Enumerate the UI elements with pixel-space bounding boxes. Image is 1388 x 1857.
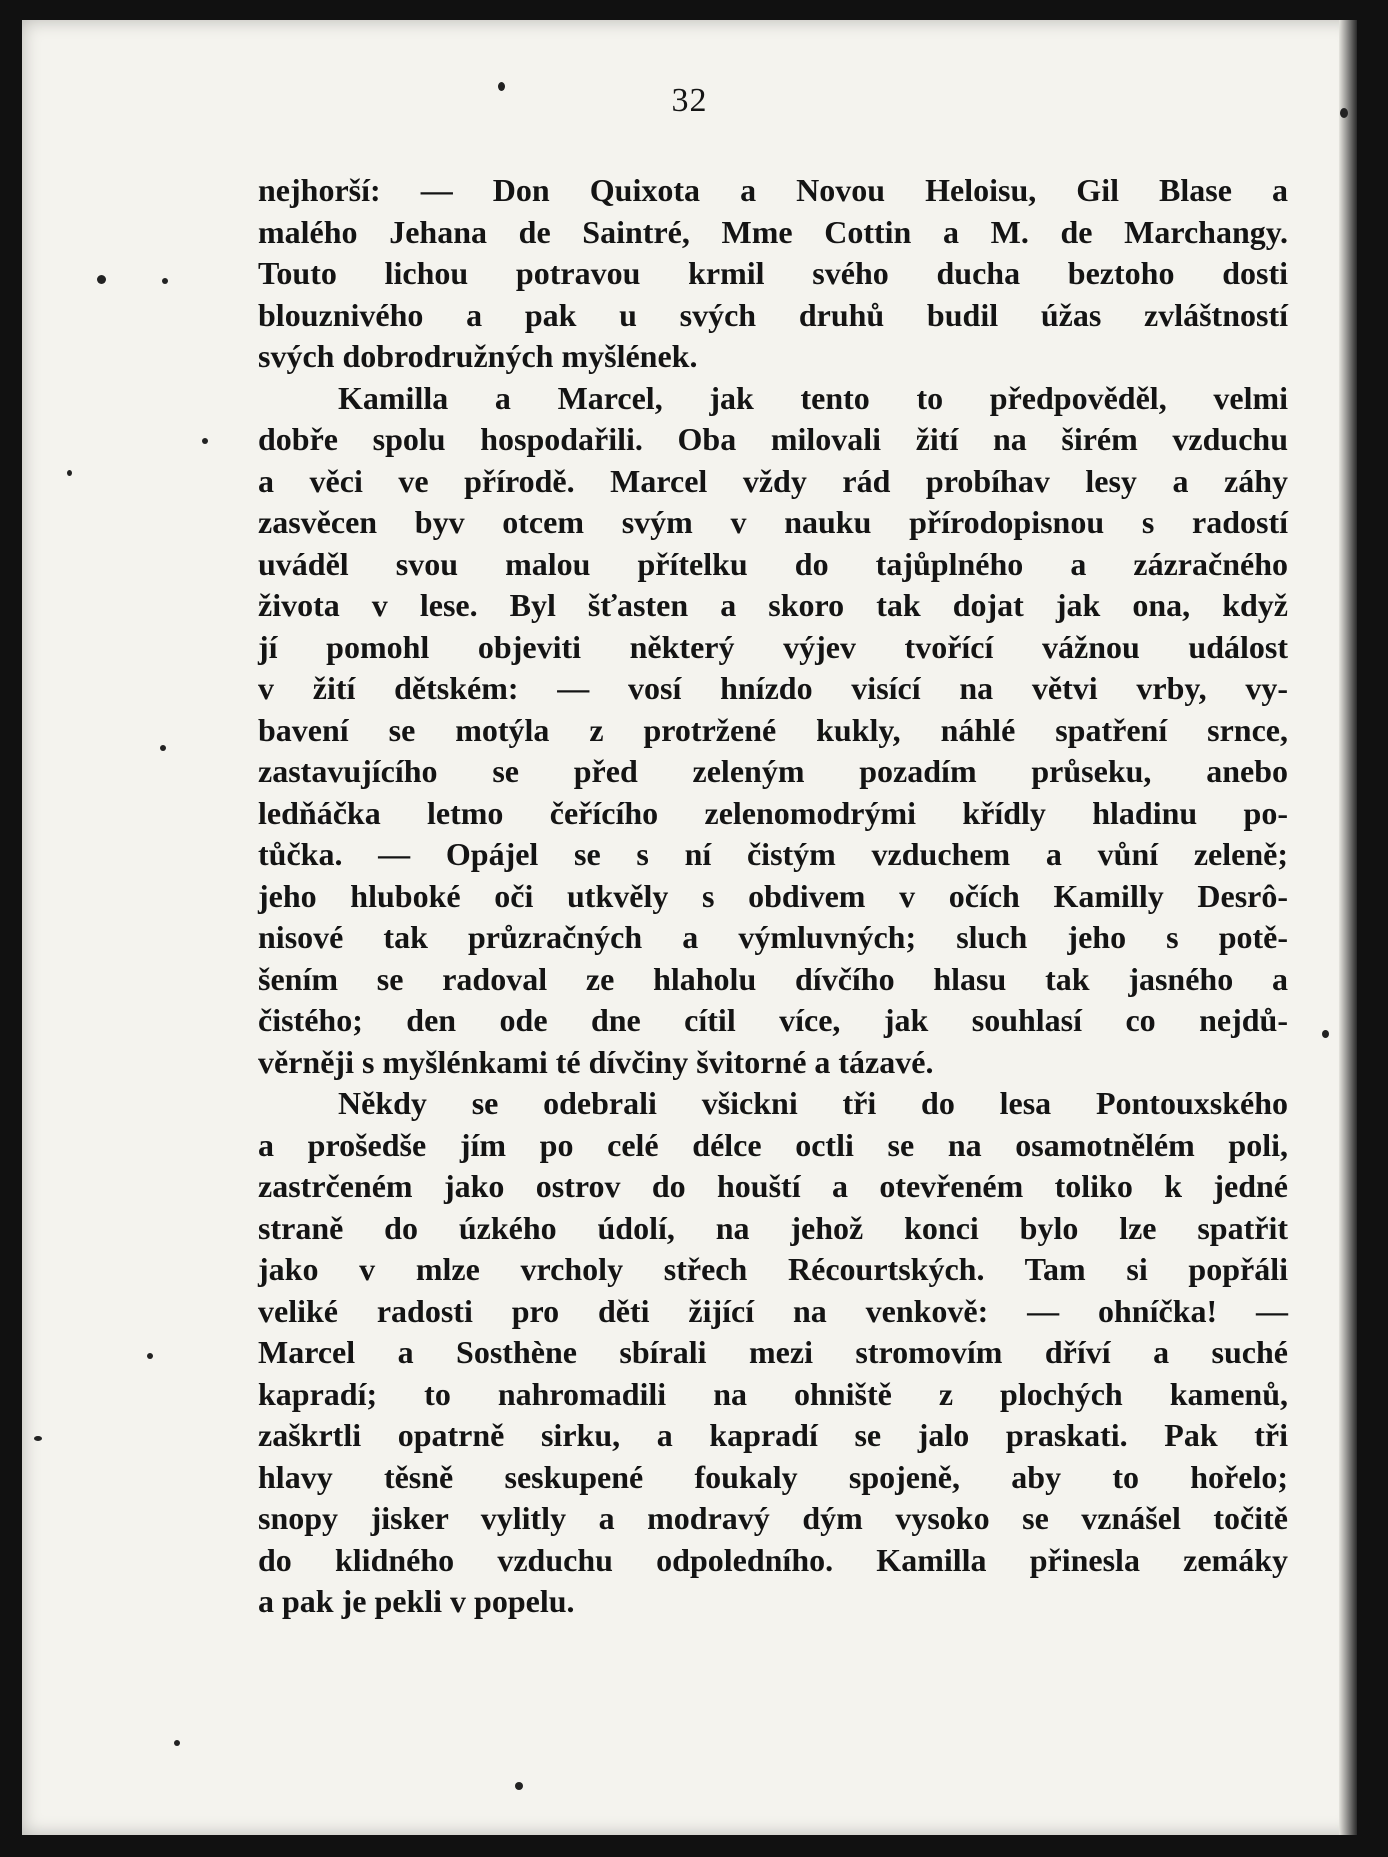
paragraph-start-line: Kamilla a Marcel, jak tento to předpověděl, velmi	[338, 379, 1288, 416]
text-line: zaškrtli opatrně sirku, a kapradí se jalo praskati. Pak tři	[258, 1417, 1288, 1453]
text-line: kapradí; to nahromadili na ohniště z plochých kamenů,	[258, 1375, 1288, 1412]
paragraph-start-line: Někdy se odebrali všickni tři do lesa Pontouxského	[338, 1085, 1288, 1121]
text-line: věrněji s myšlénkami té dívčiny švitorné a tázavé.	[258, 1043, 934, 1080]
scan-speck	[67, 470, 72, 476]
text-line: ledňáčka letmo čeřícího zelenomodrými křídly hladinu po-	[258, 794, 1288, 831]
scan-speck	[160, 745, 166, 751]
text-line: bavení se motýla z protržené kukly, náhlé spatření srnce,	[258, 711, 1288, 748]
text-line: čistého; den ode dne cítil více, jak souhlasí co nejdů-	[258, 1002, 1288, 1038]
scan-speck	[174, 1740, 180, 1746]
scan-speck	[1322, 1030, 1329, 1038]
text-line: zastrčeném jako ostrov do houští a otevřeném toliko k jedné	[258, 1168, 1288, 1204]
scan-speck	[34, 1436, 42, 1441]
book-page	[22, 20, 1357, 1835]
scan-speck	[515, 1782, 523, 1790]
text-line: a pak je pekli v popelu.	[258, 1583, 575, 1619]
scan-speck	[97, 275, 106, 284]
text-line: Touto lichou potravou krmil svého ducha beztoho dosti	[258, 255, 1288, 291]
text-line: svých dobrodružných myšlének.	[258, 338, 698, 374]
text-line: nisové tak průzračných a výmluvných; sluch jeho s potě-	[258, 919, 1288, 955]
text-line: jako v mlze vrcholy střech Récourtských. Tam si popřáli	[258, 1251, 1288, 1287]
text-line: blouznivého a pak u svých druhů budil úžas zvláštností	[258, 296, 1288, 333]
scan-speck	[162, 278, 168, 284]
text-line: zasvěcen byv otcem svým v nauku přírodopisnou s radostí	[258, 504, 1288, 540]
text-line: Marcel a Sosthène sbírali mezi stromovím dříví a suché	[258, 1334, 1288, 1370]
text-line: uváděl svou malou přítelku do tajůplného a zázračného	[258, 545, 1288, 582]
scan-speck	[202, 438, 208, 444]
text-line: jeho hluboké oči utkvěly s obdivem v očích Kamilly Desrô-	[258, 877, 1288, 914]
text-line: do klidného vzduchu odpoledního. Kamilla přinesla zemáky	[258, 1541, 1288, 1578]
text-line: zastavujícího se před zeleným pozadím průseku, anebo	[258, 753, 1288, 789]
text-line: malého Jehana de Saintré, Mme Cottin a M. de Marchangy.	[258, 213, 1288, 250]
page-spine-shadow	[1339, 20, 1357, 1835]
scan-speck	[1340, 108, 1348, 118]
text-line: a věci ve přírodě. Marcel vždy rád probíhav lesy a záhy	[258, 462, 1288, 499]
text-line: života v lese. Byl šťasten a skoro tak dojat jak ona, když	[258, 587, 1288, 623]
text-line: hlavy těsně seskupené foukaly spojeně, aby to hořelo;	[258, 1458, 1288, 1495]
text-line: dobře spolu hospodařili. Oba milovali žití na širém vzduchu	[258, 421, 1288, 457]
page-number: 32	[671, 82, 708, 119]
text-line: snopy jisker vylitly a modravý dým vysoko se vznášel točitě	[258, 1500, 1288, 1536]
body-text	[258, 170, 1288, 1623]
text-line: a prošedše jím po celé délce octli se na osamotnělém poli,	[258, 1126, 1288, 1163]
text-line: straně do úzkého údolí, na jehož konci bylo lze spatřit	[258, 1209, 1288, 1246]
text-line: šením se radoval ze hlaholu dívčího hlasu tak jasného a	[258, 960, 1288, 997]
scan-speck	[498, 82, 505, 91]
text-line: jí pomohl objeviti některý výjev tvořící vážnou událost	[258, 628, 1288, 665]
text-line: veliké radosti pro děti žijící na venkově: — ohníčka! —	[258, 1292, 1288, 1329]
text-line: tůčka. — Opájel se s ní čistým vzduchem a vůní zeleně;	[258, 836, 1288, 872]
text-line: nejhorší: — Don Quixota a Novou Heloisu, Gil Blase a	[258, 172, 1288, 208]
text-line: v žití dětském: — vosí hnízdo visící na větvi vrby, vy-	[258, 670, 1288, 706]
scan-speck	[147, 1353, 153, 1359]
